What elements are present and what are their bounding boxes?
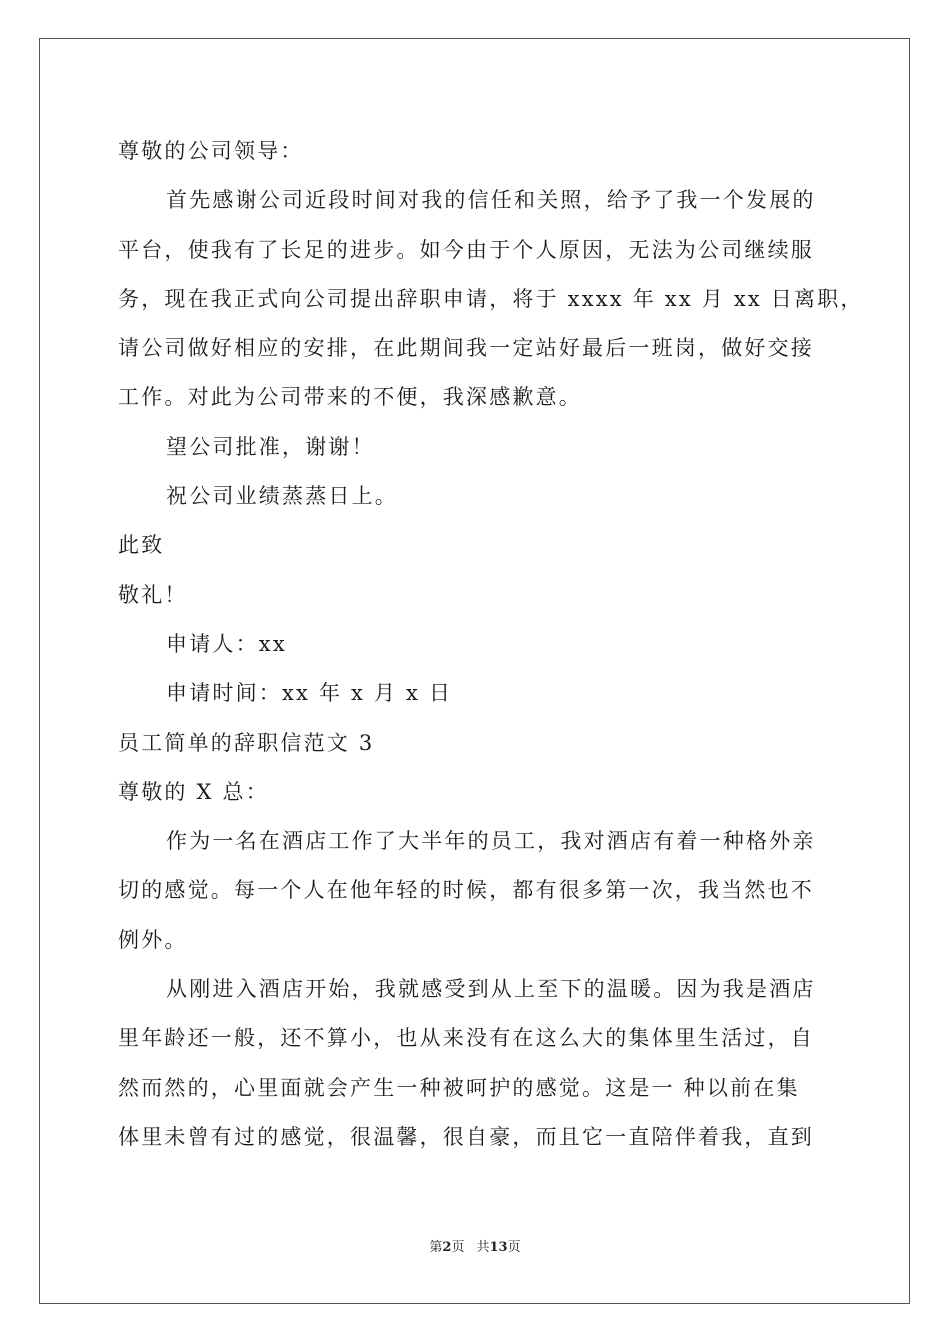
paragraph-line: 首先感谢公司近段时间对我的信任和关照，给予了我一个发展的 — [166, 188, 816, 213]
paragraph-line: 然而然的，心里面就会产生一种被呵护的感觉。这是一 种以前在集 — [118, 1075, 800, 1100]
paragraph-line: 切的感觉。每一个人在他年轻的时候，都有很多第一次，我当然也不 — [118, 878, 814, 903]
paragraph-line: 望公司批准，谢谢！ — [166, 434, 375, 459]
applicant-line: 申请人：xx — [166, 631, 287, 656]
total-pages: 13 — [489, 1240, 508, 1255]
page-footer — [0, 1236, 950, 1255]
paragraph-line: 祝公司业绩蒸蒸日上。 — [166, 484, 398, 509]
paragraph-line: 从刚进入酒店开始，我就感受到从上至下的温暖。因为我是酒店 — [166, 977, 816, 1002]
closing-line: 此致 — [118, 533, 165, 558]
paragraph-line: 平台，使我有了长足的进步。如今由于个人原因，无法为公司继续服 — [118, 237, 814, 262]
paragraph-line: 例外。 — [118, 927, 188, 952]
salutation: 尊敬的 X 总： — [118, 779, 269, 804]
paragraph-line: 工作。对此为公司带来的不便，我深感歉意。 — [118, 385, 582, 410]
page-number: 2 — [442, 1240, 452, 1255]
page-suffix: 页 — [451, 1240, 465, 1255]
document-body — [118, 127, 864, 1162]
salutation: 尊敬的公司领导： — [118, 139, 304, 163]
total-prefix: 共 — [476, 1240, 490, 1255]
paragraph-line: 里年龄还一般，还不算小，也从来没有在这么大的集体里生活过，自 — [118, 1026, 814, 1051]
paragraph-line: 作为一名在酒店工作了大半年的员工，我对酒店有着一种格外亲 — [166, 829, 816, 854]
date-line: 申请时间：xx 年 x 月 x 日 — [166, 681, 453, 706]
total-suffix: 页 — [507, 1240, 521, 1255]
paragraph-line: 务，现在我正式向公司提出辞职申请，将于 xxxx 年 xx 月 xx 日离职， — [118, 286, 864, 311]
paragraph-line: 请公司做好相应的安排，在此期间我一定站好最后一班岗，做好交接 — [118, 336, 814, 361]
page-prefix: 第 — [429, 1240, 443, 1255]
closing-line: 敬礼！ — [118, 582, 188, 607]
paragraph-line: 体里未曾有过的感觉，很温馨，很自豪，而且它一直陪伴着我，直到 — [118, 1124, 814, 1149]
section-heading: 员工简单的辞职信范文 3 — [118, 730, 375, 755]
